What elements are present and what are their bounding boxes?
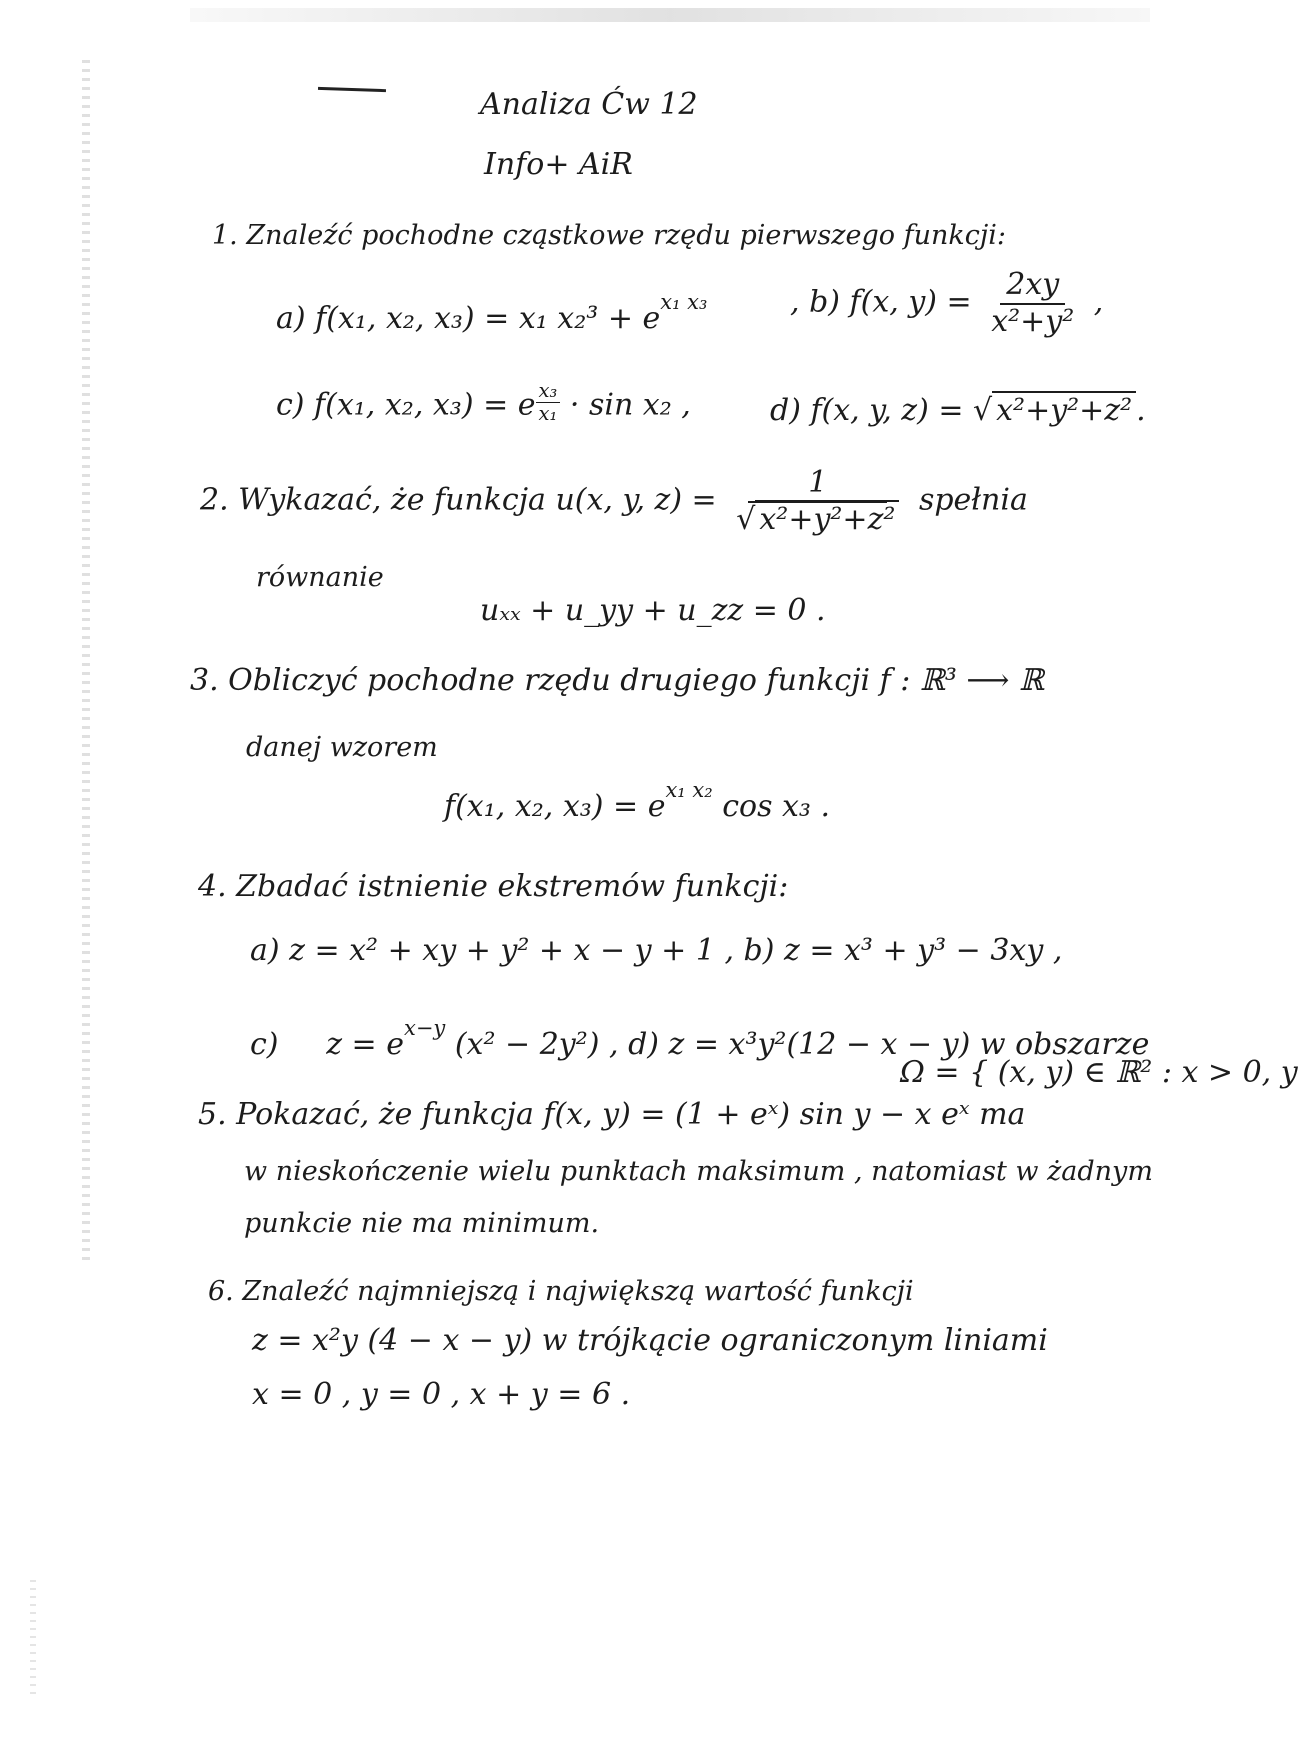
task-2-radicand: x²+y²+z² xyxy=(755,500,899,537)
pen-stroke xyxy=(318,87,386,92)
task-4-c-suffix: (x² − 2y²) , d) z = x³y²(12 − x − y) w obszarze xyxy=(454,1026,1150,1062)
task-4-ab: a) z = x² + xy + y² + x − y + 1 , b) z = x³ + y³ − 3xy , xyxy=(250,933,1063,968)
task-5-text-b: w nieskończenie wielu punktach maksimum , natomiast w żadnym xyxy=(244,1156,1153,1187)
task-1d-suffix: . xyxy=(1136,393,1146,428)
task-1d-radicand: x²+y²+z² xyxy=(992,391,1136,428)
task-5-text-c: punkcie nie ma minimum. xyxy=(244,1208,600,1239)
task-1a-exponent: x₁ x₃ xyxy=(660,290,708,314)
task-1c-exponent xyxy=(536,380,561,426)
task-2-text-c: równanie xyxy=(256,562,384,593)
task-2-text-a: 2. Wykazać, że funkcja u(x, y, z) = xyxy=(200,482,717,518)
task-4-c-label: c) xyxy=(250,1026,279,1062)
task-6-text-c: x = 0 , y = 0 , x + y = 6 . xyxy=(252,1377,631,1412)
task-4-domain: Ω = { (x, y) ∈ ℝ² : x > 0, y xyxy=(900,1055,1298,1090)
task-3-formula-suffix: cos x₃ . xyxy=(722,788,831,824)
task-2-numerator: 1 xyxy=(748,466,887,503)
task-6-text-b: z = x²y (4 − x − y) w trójkącie ograniczonym liniami xyxy=(252,1323,1048,1358)
task-3-text-a: 3. Obliczyć pochodne rzędu drugiego funkcji f : ℝ³ ⟶ ℝ xyxy=(190,663,1044,698)
task-2-denominator: √ x²+y²+z² xyxy=(730,503,905,538)
task-1a-formula xyxy=(276,290,707,336)
task-1d-prefix: d) f(x, y, z) = xyxy=(770,393,964,428)
task-4-c-main: z = e xyxy=(326,1026,404,1062)
task-2-line xyxy=(200,466,1028,537)
task-1c-exponent-numerator: x₃ xyxy=(536,380,561,403)
task-4-c-exponent: x−y xyxy=(403,1016,446,1040)
scan-artifact-top xyxy=(190,8,1150,22)
task-3-text-b: danej wzorem xyxy=(246,732,438,763)
task-1a-main: a) f(x₁, x₂, x₃) = x₁ x₂³ + e xyxy=(276,300,661,336)
task-1b-formula: , b) f(x, y) = $\frac{2xy}{\text{x²+y²}}$ , xyxy=(790,267,1104,339)
task-3-exponent: x₁ x₂ xyxy=(665,778,713,802)
page-title: Analiza Ćw 12 xyxy=(480,87,698,122)
task-1b-prefix: , b) f(x, y) = xyxy=(790,284,972,320)
task-2-fraction xyxy=(730,466,905,537)
task-2-text-b: spełnia xyxy=(918,482,1028,518)
task-1-text: 1. Znaleźć pochodne cząstkowe rzędu pierwszego funkcji: xyxy=(212,220,1006,251)
task-1d-formula: d) f(x, y, z) = √ x²+y²+z² . xyxy=(770,393,1146,428)
task-1c-suffix: · sin x₂ , xyxy=(569,387,691,423)
task-2-equation: uₓₓ + u_yy + u_zz = 0 . xyxy=(480,593,826,628)
task-5-text-a: 5. Pokazać, że funkcja f(x, y) = (1 + eˣ) sin y − x eˣ ma xyxy=(198,1097,1026,1132)
task-3-formula-main: f(x₁, x₂, x₃) = e xyxy=(444,788,666,824)
task-1c-prefix: c) f(x₁, x₂, x₃) = e xyxy=(276,387,536,423)
task-1c-formula xyxy=(276,380,691,426)
scan-artifact-left xyxy=(82,60,90,1260)
task-3-formula xyxy=(444,778,830,824)
task-1c-exponent-denominator: x₁ xyxy=(538,402,558,426)
page-subtitle: Info+ AiR xyxy=(484,147,633,182)
task-1b-fraction xyxy=(985,268,1080,339)
task-6-text-a: 6. Znaleźć najmniejszą i największą wartość funkcji xyxy=(208,1276,914,1307)
scan-artifact-left-bottom xyxy=(30,1580,36,1700)
task-4-text: 4. Zbadać istnienie ekstremów funkcji: xyxy=(198,869,789,904)
task-1b-denominator: x²+y² xyxy=(991,303,1075,339)
task-1b-numerator: 2xy xyxy=(1000,268,1065,305)
